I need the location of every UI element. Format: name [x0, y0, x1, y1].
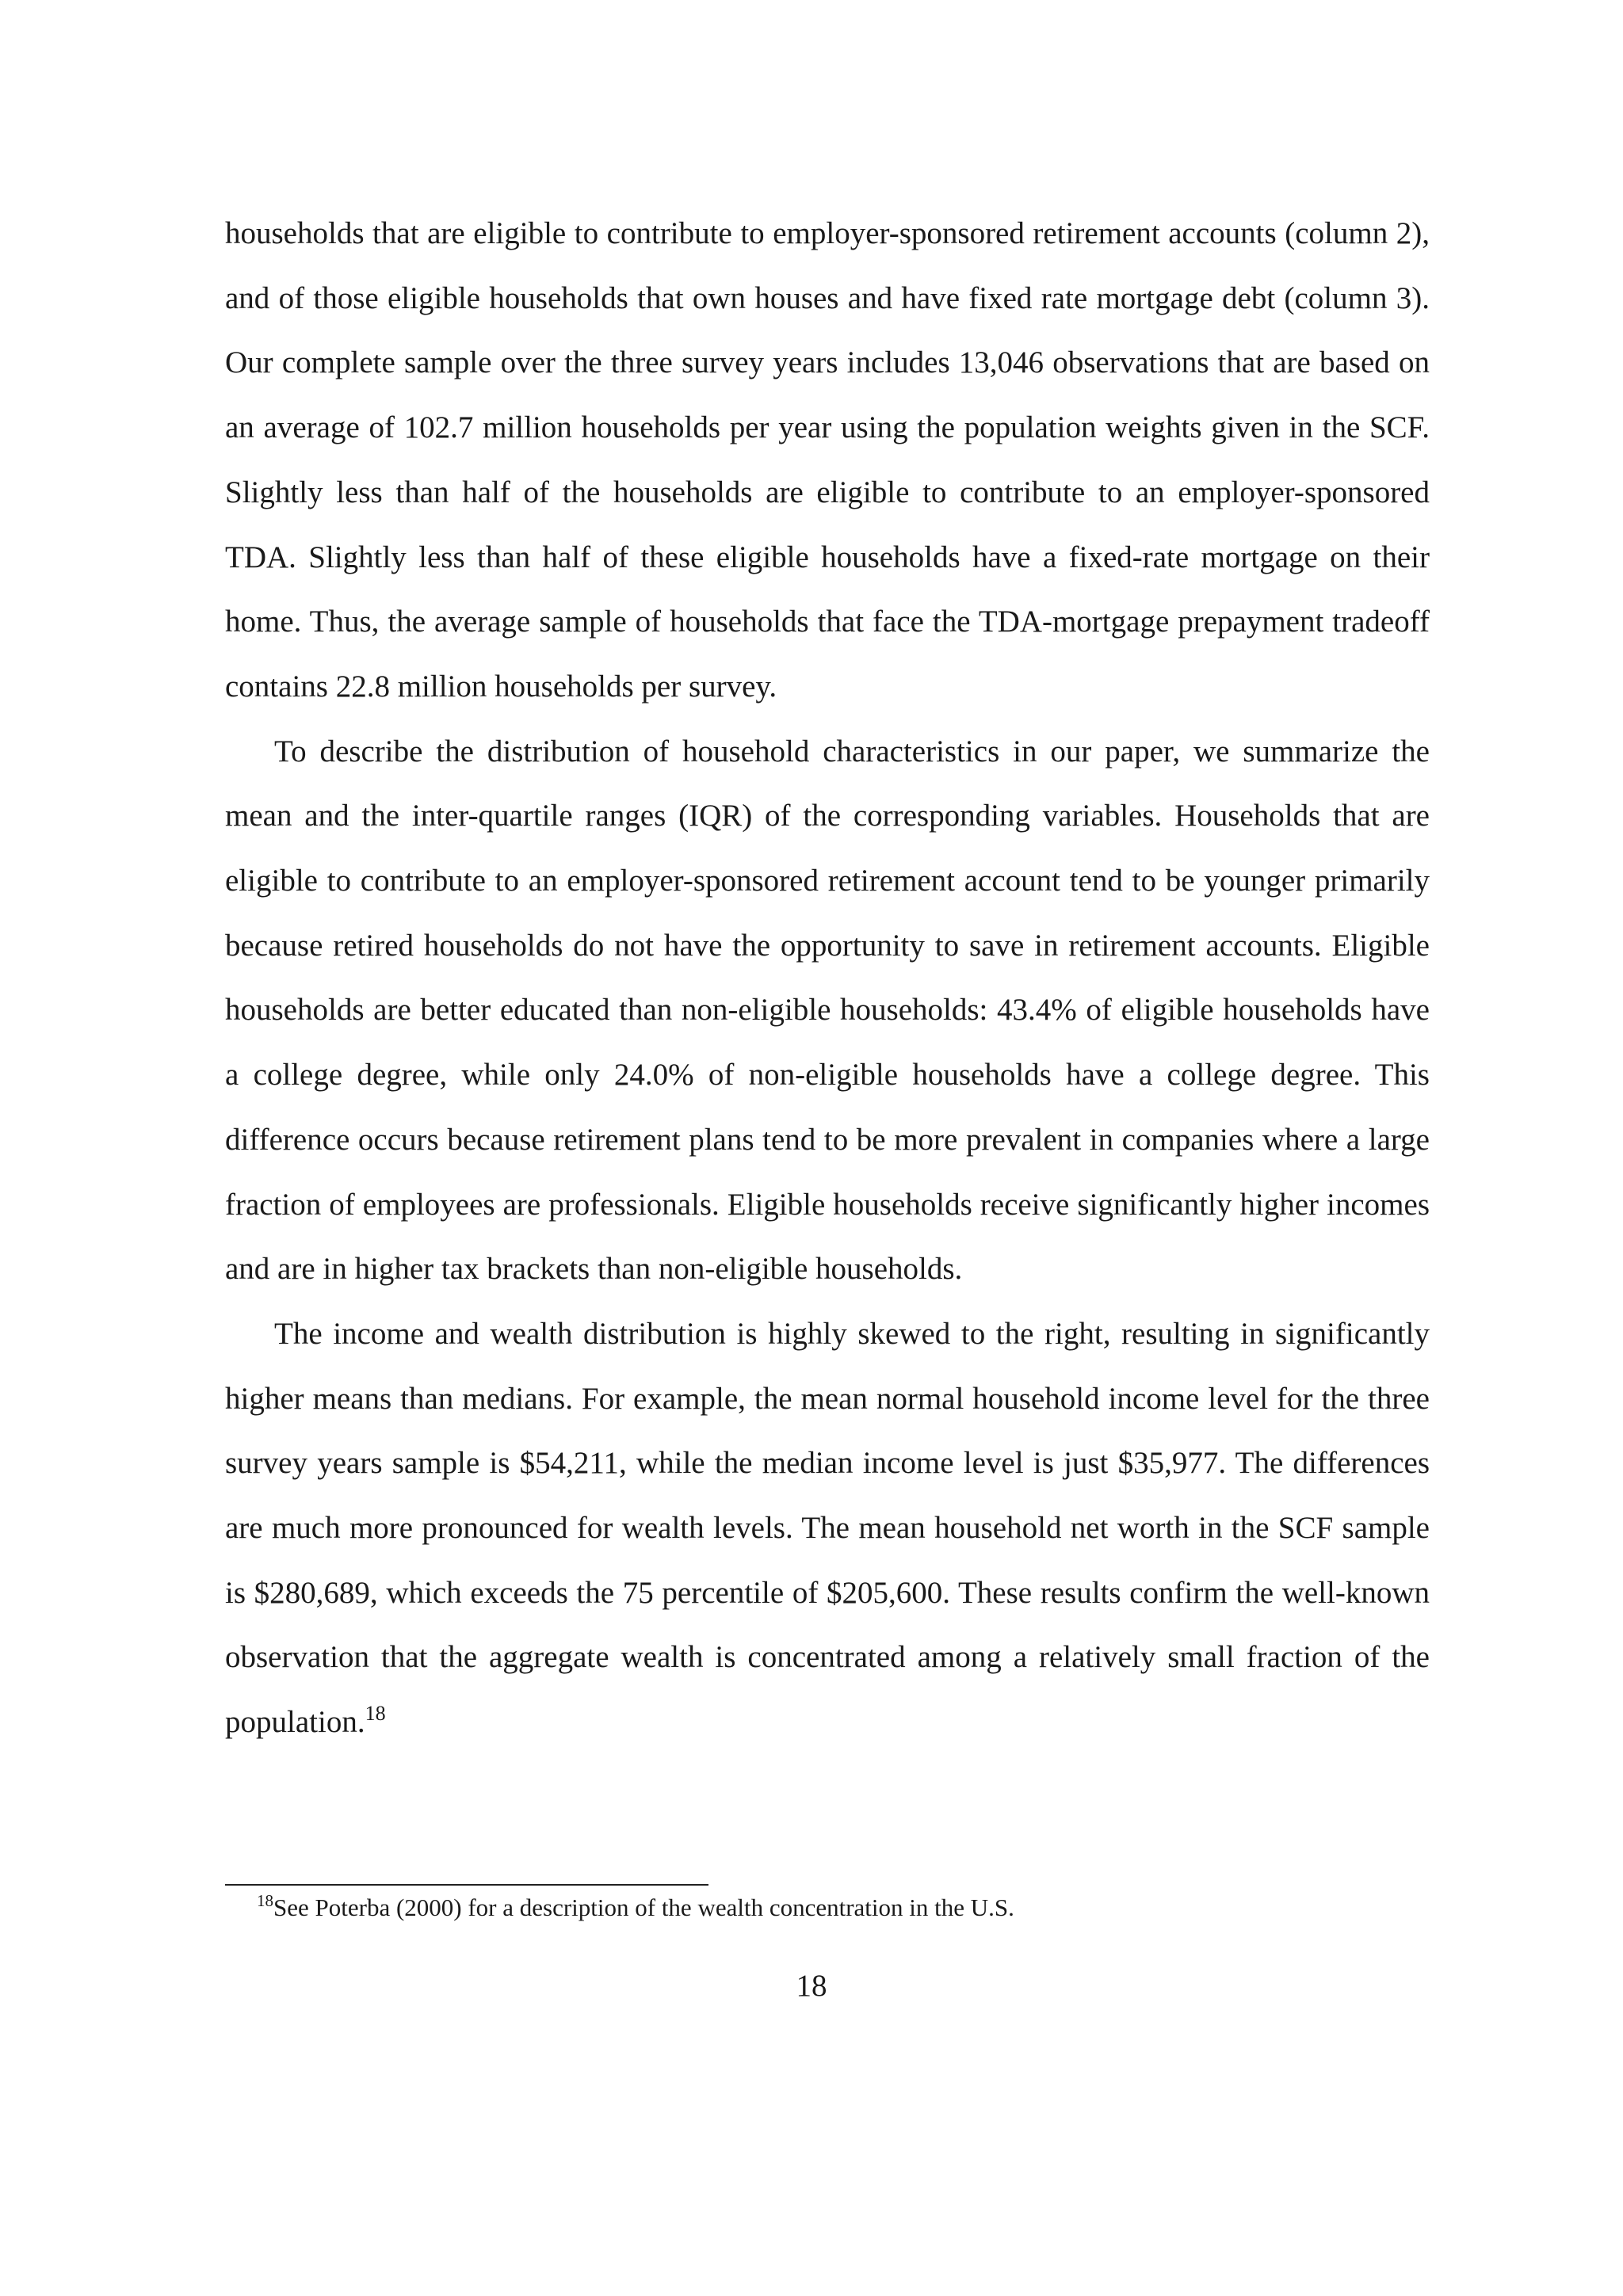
main-text [225, 201, 1430, 1755]
paragraph-3-text: The income and wealth distribution is highly skewed to the right, resulting in significantly higher means than medians. For example, the mean normal household income level for the three survey years sample is $54,211, while the median income level is just $35,977. The differences are much more pronounced for wealth levels. The mean household net worth in the SCF sample is $280,689, which exceeds the 75 percentile of $205,600. These results confirm the well-known observation that the aggregate wealth is concentrated among a relatively small fraction of the population. [225, 1316, 1430, 1740]
paragraph-1: households that are eligible to contribute to employer-sponsored retirement accounts (column 2), and of those eligible households that own houses and have fixed rate mortgage debt (column 3). Our complete sample over the three survey years includes 13,046 observations that are based on an average of 102.7 million households per year using the population weights given in the SCF. Slightly less than half of the households are eligible to contribute to an employer-sponsored TDA. Slightly less than half of these eligible households have a fixed-rate mortgage on their home. Thus, the average sample of households that face the TDA-mortgage prepayment tradeoff contains 22.8 million households per survey. [225, 216, 1430, 704]
page-number: 18 [796, 1969, 827, 2003]
footnote-marker: 18 [257, 1891, 273, 1910]
paragraph-2: To describe the distribution of household characteristics in our paper, we summarize the mean and the inter-quartile ranges (IQR) of the corresponding variables. Households that are eligible to contribute to an employer-sponsored retirement account tend to be younger primarily because retired households do not have the opportunity to save in retirement accounts. Eligible households are better educated than non-eligible households: 43.4% of eligible households have a college degree, while only 24.0% of non-eligible households have a college degree. This difference occurs because retirement plans tend to be more prevalent in companies where a large fraction of employees are professionals. Eligible households receive significantly higher incomes and are in higher tax brackets than non-eligible households. [225, 734, 1430, 1287]
footnote-reference[interactable]: 18 [365, 1702, 386, 1726]
footnote [225, 1890, 1430, 1925]
footnote-text: See Poterba (2000) for a description of the wealth concentration in the U.S. [273, 1894, 1014, 1921]
paragraph-3 [225, 1302, 1430, 1755]
footnote-divider [225, 1884, 708, 1886]
